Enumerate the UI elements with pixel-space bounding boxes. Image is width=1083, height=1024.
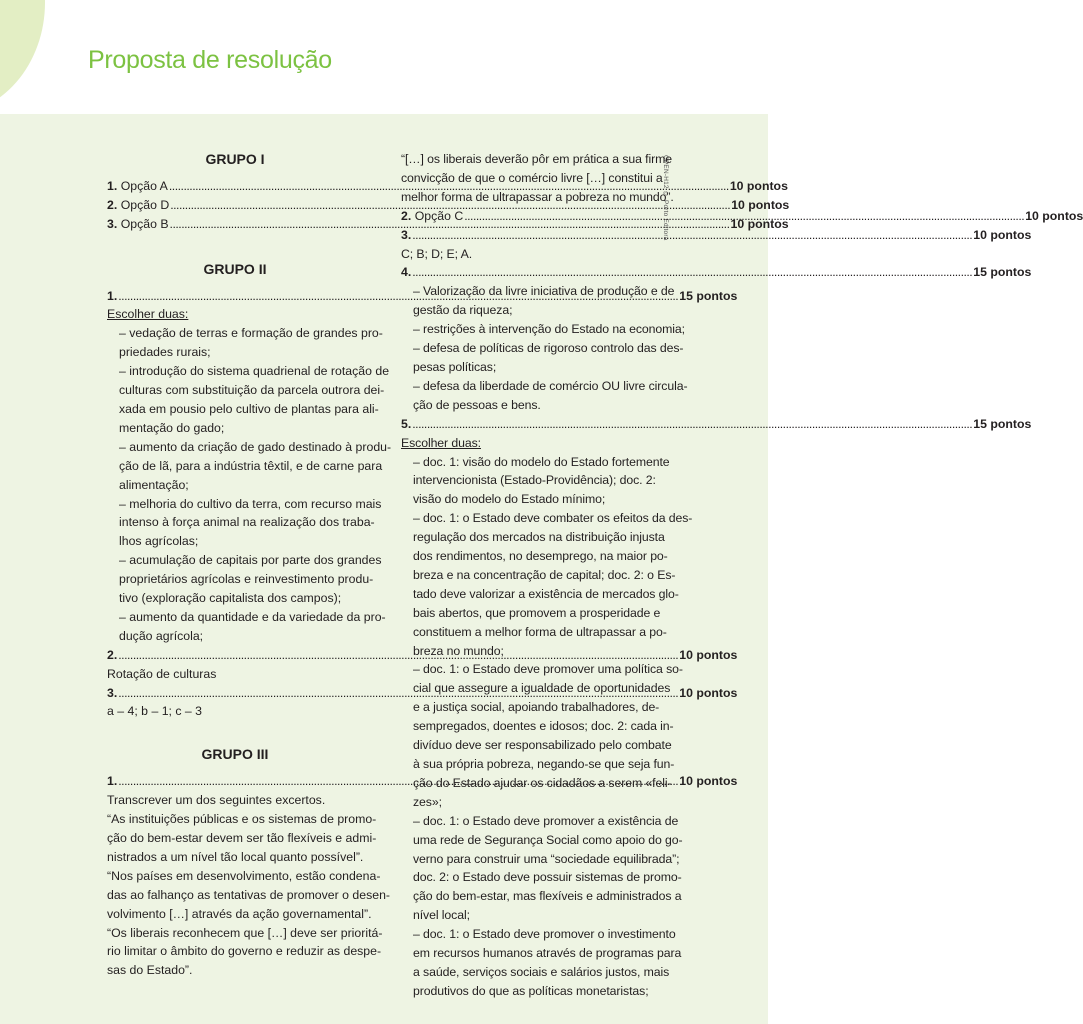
- question-row: [401, 263, 1032, 282]
- answer-item: [107, 324, 383, 362]
- question-label: [107, 646, 117, 665]
- item-line: – melhoria do cultivo da terra, com recurso mais: [119, 496, 382, 511]
- item-line: – aumento da quantidade e da variedade da pro-: [119, 609, 386, 624]
- points-value: 10 pontos: [1025, 208, 1083, 223]
- points-value: 10 pontos: [679, 647, 738, 662]
- quote-line: melhor forma de ultrapassar a pobreza no mundo”.: [401, 189, 674, 204]
- question-number: 4.: [401, 265, 412, 280]
- question-number: 1.: [107, 288, 118, 303]
- answer-option: Opção C: [414, 208, 464, 223]
- dot-leader: [412, 415, 972, 434]
- item-line: – doc. 1: o Estado deve promover uma política so-: [413, 662, 683, 677]
- question-label: [107, 287, 117, 306]
- group-heading: GRUPO III: [201, 746, 269, 763]
- item-line: visão do modelo do Estado mínimo;: [413, 492, 606, 507]
- item-line: mentação do gado;: [119, 420, 225, 435]
- item-line: breza e na concentração de capital; doc. 2: o Es-: [413, 567, 676, 582]
- item-line: proprietários agrícolas e reinvestimento produ-: [119, 572, 374, 587]
- question-label: [401, 263, 411, 282]
- dot-leader: [412, 263, 972, 282]
- question-row: [401, 226, 1032, 245]
- points-value: 10 pontos: [730, 216, 789, 231]
- item-line: sempregados, doentes e idosos; doc. 2: cada in-: [413, 719, 674, 734]
- item-line: culturas com substituição da parcela outrora dei-: [119, 383, 385, 398]
- item-line: – doc. 1: o Estado deve combater os efeitos da des-: [413, 511, 693, 526]
- item-line: – doc. 1: o Estado deve promover o investimento: [413, 927, 676, 942]
- dot-leader: [464, 207, 1024, 226]
- text-line: nistrados a um nível tão local quanto possível”.: [107, 849, 364, 864]
- item-line: – introdução do sistema quadrienal de rotação de: [119, 364, 390, 379]
- text-line: Transcrever um dos seguintes excertos.: [107, 793, 326, 808]
- question-label: [107, 177, 168, 196]
- item-line: tado deve valorizar a existência de mercados glo-: [413, 586, 679, 601]
- item-line: produtivos do que as políticas monetaristas;: [413, 983, 649, 998]
- answer-item: [401, 812, 683, 925]
- answer-item: [107, 438, 392, 495]
- points-value: 15 pontos: [973, 416, 1032, 431]
- item-line: zes»;: [413, 794, 442, 809]
- points-value: 10 pontos: [679, 774, 738, 789]
- item-line: nível local;: [413, 908, 470, 923]
- item-line: dução agrícola;: [119, 628, 204, 643]
- item-line: à sua própria pobreza, negando-se que seja fun-: [413, 757, 675, 771]
- question-label: [107, 215, 169, 234]
- item-line: – restrições à intervenção do Estado na economia;: [413, 322, 685, 337]
- text-line: sas do Estado”.: [107, 963, 193, 978]
- question-number: 1.: [107, 178, 118, 193]
- item-line: ção de pessoas e bens.: [413, 397, 541, 412]
- question-label: [107, 684, 117, 703]
- text-line: “Nos países em desenvolvimento, estão condena-: [107, 868, 381, 883]
- page-title: Proposta de resolução: [88, 46, 332, 74]
- text-line: ção do bem-estar devem ser tão flexíveis e admi-: [107, 831, 377, 845]
- side-credit: CPEN-H12 © Porto Editora: [662, 155, 669, 241]
- answer-item: [401, 660, 683, 811]
- points-value: 15 pontos: [679, 288, 738, 303]
- question-number: 3.: [401, 227, 412, 242]
- answer-text: C; B; D; E; A.: [401, 246, 473, 261]
- item-line: – doc. 1: visão do modelo do Estado fortemente: [413, 454, 670, 469]
- question-label: [401, 415, 411, 434]
- dot-leader: [412, 226, 972, 245]
- answer-item: [401, 509, 693, 660]
- item-line: lhos agrícolas;: [119, 534, 199, 549]
- question-label: [107, 196, 169, 215]
- item-line: tivo (exploração capitalista dos campos);: [119, 591, 342, 606]
- answer-option: Opção B: [120, 216, 169, 231]
- item-line: – Valorização da livre iniciativa de produção e de: [413, 284, 675, 299]
- answer-item: [107, 608, 386, 646]
- group-heading: GRUPO II: [203, 260, 267, 277]
- item-line: – doc. 1: o Estado deve promover a existência de: [413, 813, 679, 828]
- item-line: – defesa da liberdade de comércio OU livre circula-: [413, 378, 688, 393]
- question-label: [401, 207, 463, 226]
- question-label: [401, 226, 411, 245]
- question-number: 3.: [107, 685, 118, 700]
- item-line: a saúde, serviços sociais e salários justos, mais: [413, 964, 670, 979]
- item-line: uma rede de Segurança Social como apoio do go-: [413, 832, 683, 847]
- points-value: 10 pontos: [679, 685, 738, 700]
- answer-item: [401, 282, 675, 320]
- answer-item: [401, 320, 685, 339]
- item-line: ção de lã, para a indústria têxtil, e de carne para: [119, 458, 383, 473]
- item-line: doc. 2: o Estado deve possuir sistemas de promo-: [413, 870, 682, 885]
- item-line: ção do bem-estar, mas flexíveis e administrados a: [413, 889, 682, 904]
- question-number: 3.: [107, 216, 118, 231]
- answer-item: [401, 339, 684, 377]
- answer-text: Rotação de culturas: [107, 666, 217, 681]
- item-line: constituem a melhor forma de ultrapassar a po-: [413, 624, 667, 639]
- points-value: 10 pontos: [973, 227, 1032, 242]
- answer-item: [401, 925, 682, 1001]
- answer-item: [401, 453, 670, 510]
- item-line: cial que assegure a igualdade de oportunidades: [413, 681, 671, 696]
- item-line: intervencionista (Estado-Providência); doc. 2:: [413, 473, 656, 488]
- quote-line: convicção de que o comércio livre […] constitui a: [401, 170, 663, 185]
- instruction: Escolher duas:: [107, 307, 189, 322]
- question-number: 5.: [401, 416, 412, 431]
- item-line: intenso à força animal na realização dos traba-: [119, 515, 375, 530]
- question-label: [107, 772, 117, 791]
- item-line: pesas políticas;: [413, 359, 497, 374]
- item-line: bais abertos, que promovem a prosperidade e: [413, 605, 661, 620]
- text-line: rio limitar o âmbito do governo e reduzir as despe-: [107, 944, 382, 959]
- item-line: e a justiça social, apoiando trabalhadores, de-: [413, 700, 660, 715]
- item-line: – defesa de políticas de rigoroso controlo das des-: [413, 341, 684, 356]
- answer-item: [401, 377, 688, 415]
- answer-item: [107, 362, 390, 438]
- question-row: [401, 415, 1032, 434]
- quote-line: “[…] os liberais deverão pôr em prática a sua firme: [401, 152, 673, 166]
- question-number: 2.: [107, 647, 118, 662]
- question-number: 1.: [107, 774, 118, 789]
- answer-item: [107, 551, 382, 608]
- question-number: 2.: [401, 208, 412, 223]
- text-line: “As instituições públicas e os sistemas de promo-: [107, 812, 377, 827]
- item-line: divíduo deve ser responsabilizado pelo combate: [413, 738, 672, 753]
- answer-option: Opção A: [120, 178, 168, 193]
- question-number: 2.: [107, 197, 118, 212]
- item-line: alimentação;: [119, 477, 189, 492]
- item-line: gestão da riqueza;: [413, 303, 513, 318]
- item-line: verno para construir uma “sociedade equilibrada”;: [413, 851, 680, 866]
- item-line: – vedação de terras e formação de grandes pro-: [119, 326, 383, 341]
- answer-option: Opção D: [120, 197, 170, 212]
- instruction: Escolher duas:: [401, 435, 481, 450]
- text-line: “Os liberais reconhecem que […] deve ser prioritá-: [107, 925, 383, 940]
- item-line: xada em pousio pelo cultivo de plantas para ali-: [119, 401, 379, 416]
- answer-item: [107, 495, 382, 552]
- text-line: das ao falhanço as tentativas de promover o desen-: [107, 887, 391, 902]
- group-heading: GRUPO I: [205, 151, 265, 167]
- item-line: ção do Estado ajudar os cidadãos a serem «feli-: [413, 775, 672, 790]
- item-line: – aumento da criação de gado destinado à produ-: [119, 439, 392, 454]
- item-line: em recursos humanos através de programas para: [413, 946, 682, 961]
- answer-text: a – 4; b – 1; c – 3: [107, 704, 203, 719]
- points-value: 10 pontos: [731, 197, 790, 212]
- text-line: volvimento […] através da ação governamental”.: [107, 906, 372, 921]
- item-line: – acumulação de capitais por parte dos grandes: [119, 553, 382, 568]
- item-line: dos rendimentos, no desemprego, na maior po-: [413, 549, 668, 564]
- item-line: regulação dos mercados na distribuição injusta: [413, 530, 665, 545]
- corner-decoration: [0, 0, 45, 115]
- points-value: 10 pontos: [729, 178, 788, 193]
- question-row: [401, 207, 1083, 226]
- points-value: 15 pontos: [973, 265, 1032, 280]
- item-line: breza no mundo;: [413, 643, 504, 658]
- item-line: priedades rurais;: [119, 345, 211, 360]
